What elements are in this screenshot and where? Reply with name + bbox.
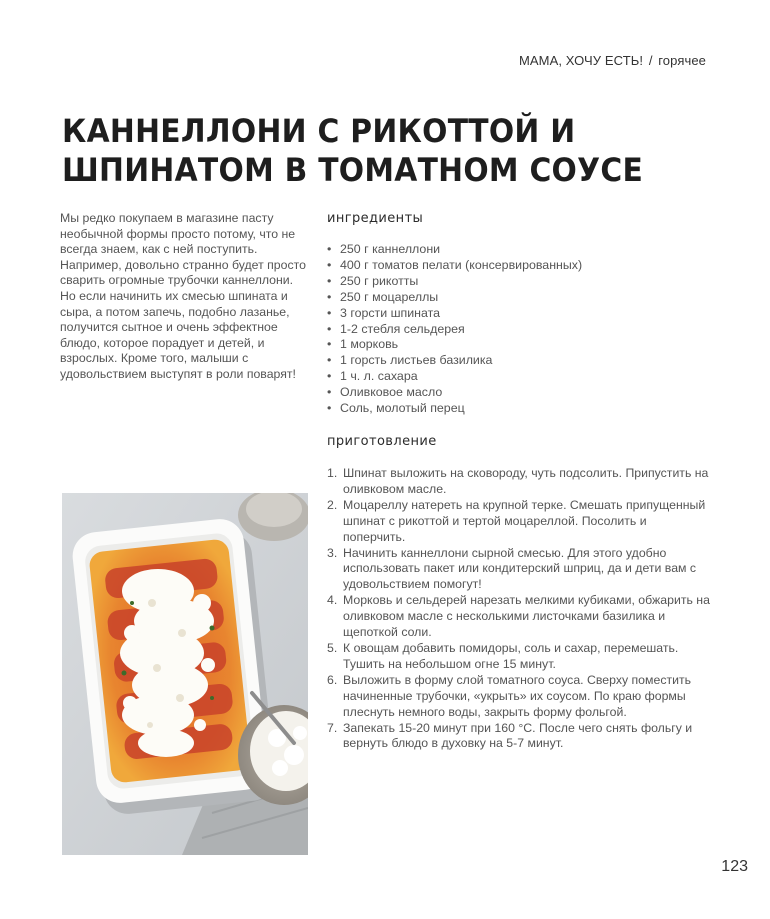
bullet-icon: • <box>327 289 332 304</box>
bullet-icon: • <box>327 321 332 336</box>
step-text: Шпинат выложить на сковороду, чуть подсолить. Припустить на оливковом масле. <box>343 466 709 496</box>
preparation-step <box>327 593 712 641</box>
ingredient-item <box>327 290 582 306</box>
dish-photo <box>62 493 308 855</box>
ingredient-text: 250 г моцареллы <box>340 289 439 304</box>
ingredient-item <box>327 369 582 385</box>
running-header <box>519 53 706 68</box>
ingredients-list <box>327 242 582 417</box>
ingredient-item <box>327 306 582 322</box>
recipe-title-line-1: КАННЕЛЛОНИ С РИКОТТОЙ И <box>62 112 576 150</box>
bullet-icon: • <box>327 242 332 256</box>
ingredient-text: Соль, молотый перец <box>340 401 465 416</box>
preparation-step <box>327 498 712 546</box>
step-number: 3. <box>327 545 338 560</box>
ingredient-item <box>327 274 582 290</box>
header-separator: / <box>648 53 653 68</box>
preparation-step <box>327 466 712 498</box>
ingredient-text: 1 горсть листьев базилика <box>340 353 493 368</box>
page-number: 123 <box>721 858 748 875</box>
ingredient-item <box>327 322 582 338</box>
step-text: Морковь и сельдерей нарезать мелкими кубиками, обжарить на оливковом масле с несколькими листочками базилика и щепоткой соли. <box>343 593 710 640</box>
preparation-step <box>327 721 712 753</box>
step-text: К овощам добавить помидоры, соль и сахар, перемешать. Тушить на небольшом огне 15 минут. <box>343 640 679 671</box>
preparation-steps <box>327 466 712 752</box>
step-number: 7. <box>327 720 338 735</box>
ingredient-text: 1 ч. л. сахара <box>340 369 418 384</box>
preparation-step <box>327 641 712 673</box>
bullet-icon: • <box>327 257 332 272</box>
header-section: МАМА, ХОЧУ ЕСТЬ! <box>518 53 644 68</box>
ingredient-item <box>327 353 582 369</box>
ingredient-item <box>327 337 582 353</box>
step-number: 5. <box>327 640 338 655</box>
ingredient-text: 1-2 стебля сельдерея <box>340 321 465 336</box>
bullet-icon: • <box>327 305 332 320</box>
preparation-heading: приготовление <box>327 434 437 449</box>
bullet-icon: • <box>327 337 332 352</box>
ingredient-text: 400 г томатов пелати (консервированных) <box>340 257 583 272</box>
intro-paragraph: Мы редко покупаем в магазине пасту необычной формы просто потому, что не всегда знаем, как с ней поступить. Например, довольно странно будет просто сварить огромные трубочки каннеллони. Но если начинить их смесью шпината и сыра, а потом запечь, подобно лазанье, получится сытное и очень эффектное блюдо, которое порадует и детей, и взрослых. Кроме того, малыши с удовольствием выступят в роли поварят! <box>60 211 306 381</box>
ingredient-text: Оливковое масло <box>340 385 443 400</box>
step-number: 1. <box>327 466 338 480</box>
step-number: 2. <box>327 497 338 512</box>
ingredient-item <box>327 258 582 274</box>
ingredient-text: 1 морковь <box>340 337 399 352</box>
ingredient-text: 3 горсти шпината <box>340 305 441 320</box>
preparation-step <box>327 546 712 594</box>
bullet-icon: • <box>327 273 332 288</box>
preparation-step <box>327 673 712 721</box>
ingredient-text: 250 г каннеллони <box>340 242 441 256</box>
bullet-icon: • <box>327 401 332 416</box>
ingredient-item <box>327 401 582 417</box>
recipe-title-line-2: ШПИНАТОМ В ТОМАТНОМ СОУСЕ <box>62 151 644 189</box>
ingredients-heading: ингредиенты <box>327 211 424 226</box>
step-text: Запекать 15-20 минут при 160 °С. После чего снять фольгу и вернуть блюдо в духовку на 5-7 минут. <box>343 720 693 751</box>
bullet-icon: • <box>327 369 332 384</box>
step-text: Начинить каннеллони сырной смесью. Для этого удобно использовать пакет или кондитерский шприц, да и дети вам с удовольствием помогут! <box>343 545 697 592</box>
recipe-title <box>62 112 676 190</box>
header-subsection: горячее <box>658 53 706 68</box>
step-text: Моцареллу натереть на крупной терке. Смешать припущенный шпинат с рикоттой и тертой моцареллой. Посолить и поперчить. <box>343 497 706 544</box>
bullet-icon: • <box>327 385 332 400</box>
bullet-icon: • <box>327 353 332 368</box>
step-text: Выложить в форму слой томатного соуса. Сверху поместить начиненные трубочки, «укрыть» их соусом. По краю формы плеснуть немного воды, закрыть форму фольгой. <box>343 672 692 719</box>
ingredient-item <box>327 385 582 401</box>
step-number: 4. <box>327 593 338 608</box>
ingredient-text: 250 г рикотты <box>340 273 419 288</box>
ingredient-item <box>327 242 582 258</box>
step-number: 6. <box>327 672 338 687</box>
